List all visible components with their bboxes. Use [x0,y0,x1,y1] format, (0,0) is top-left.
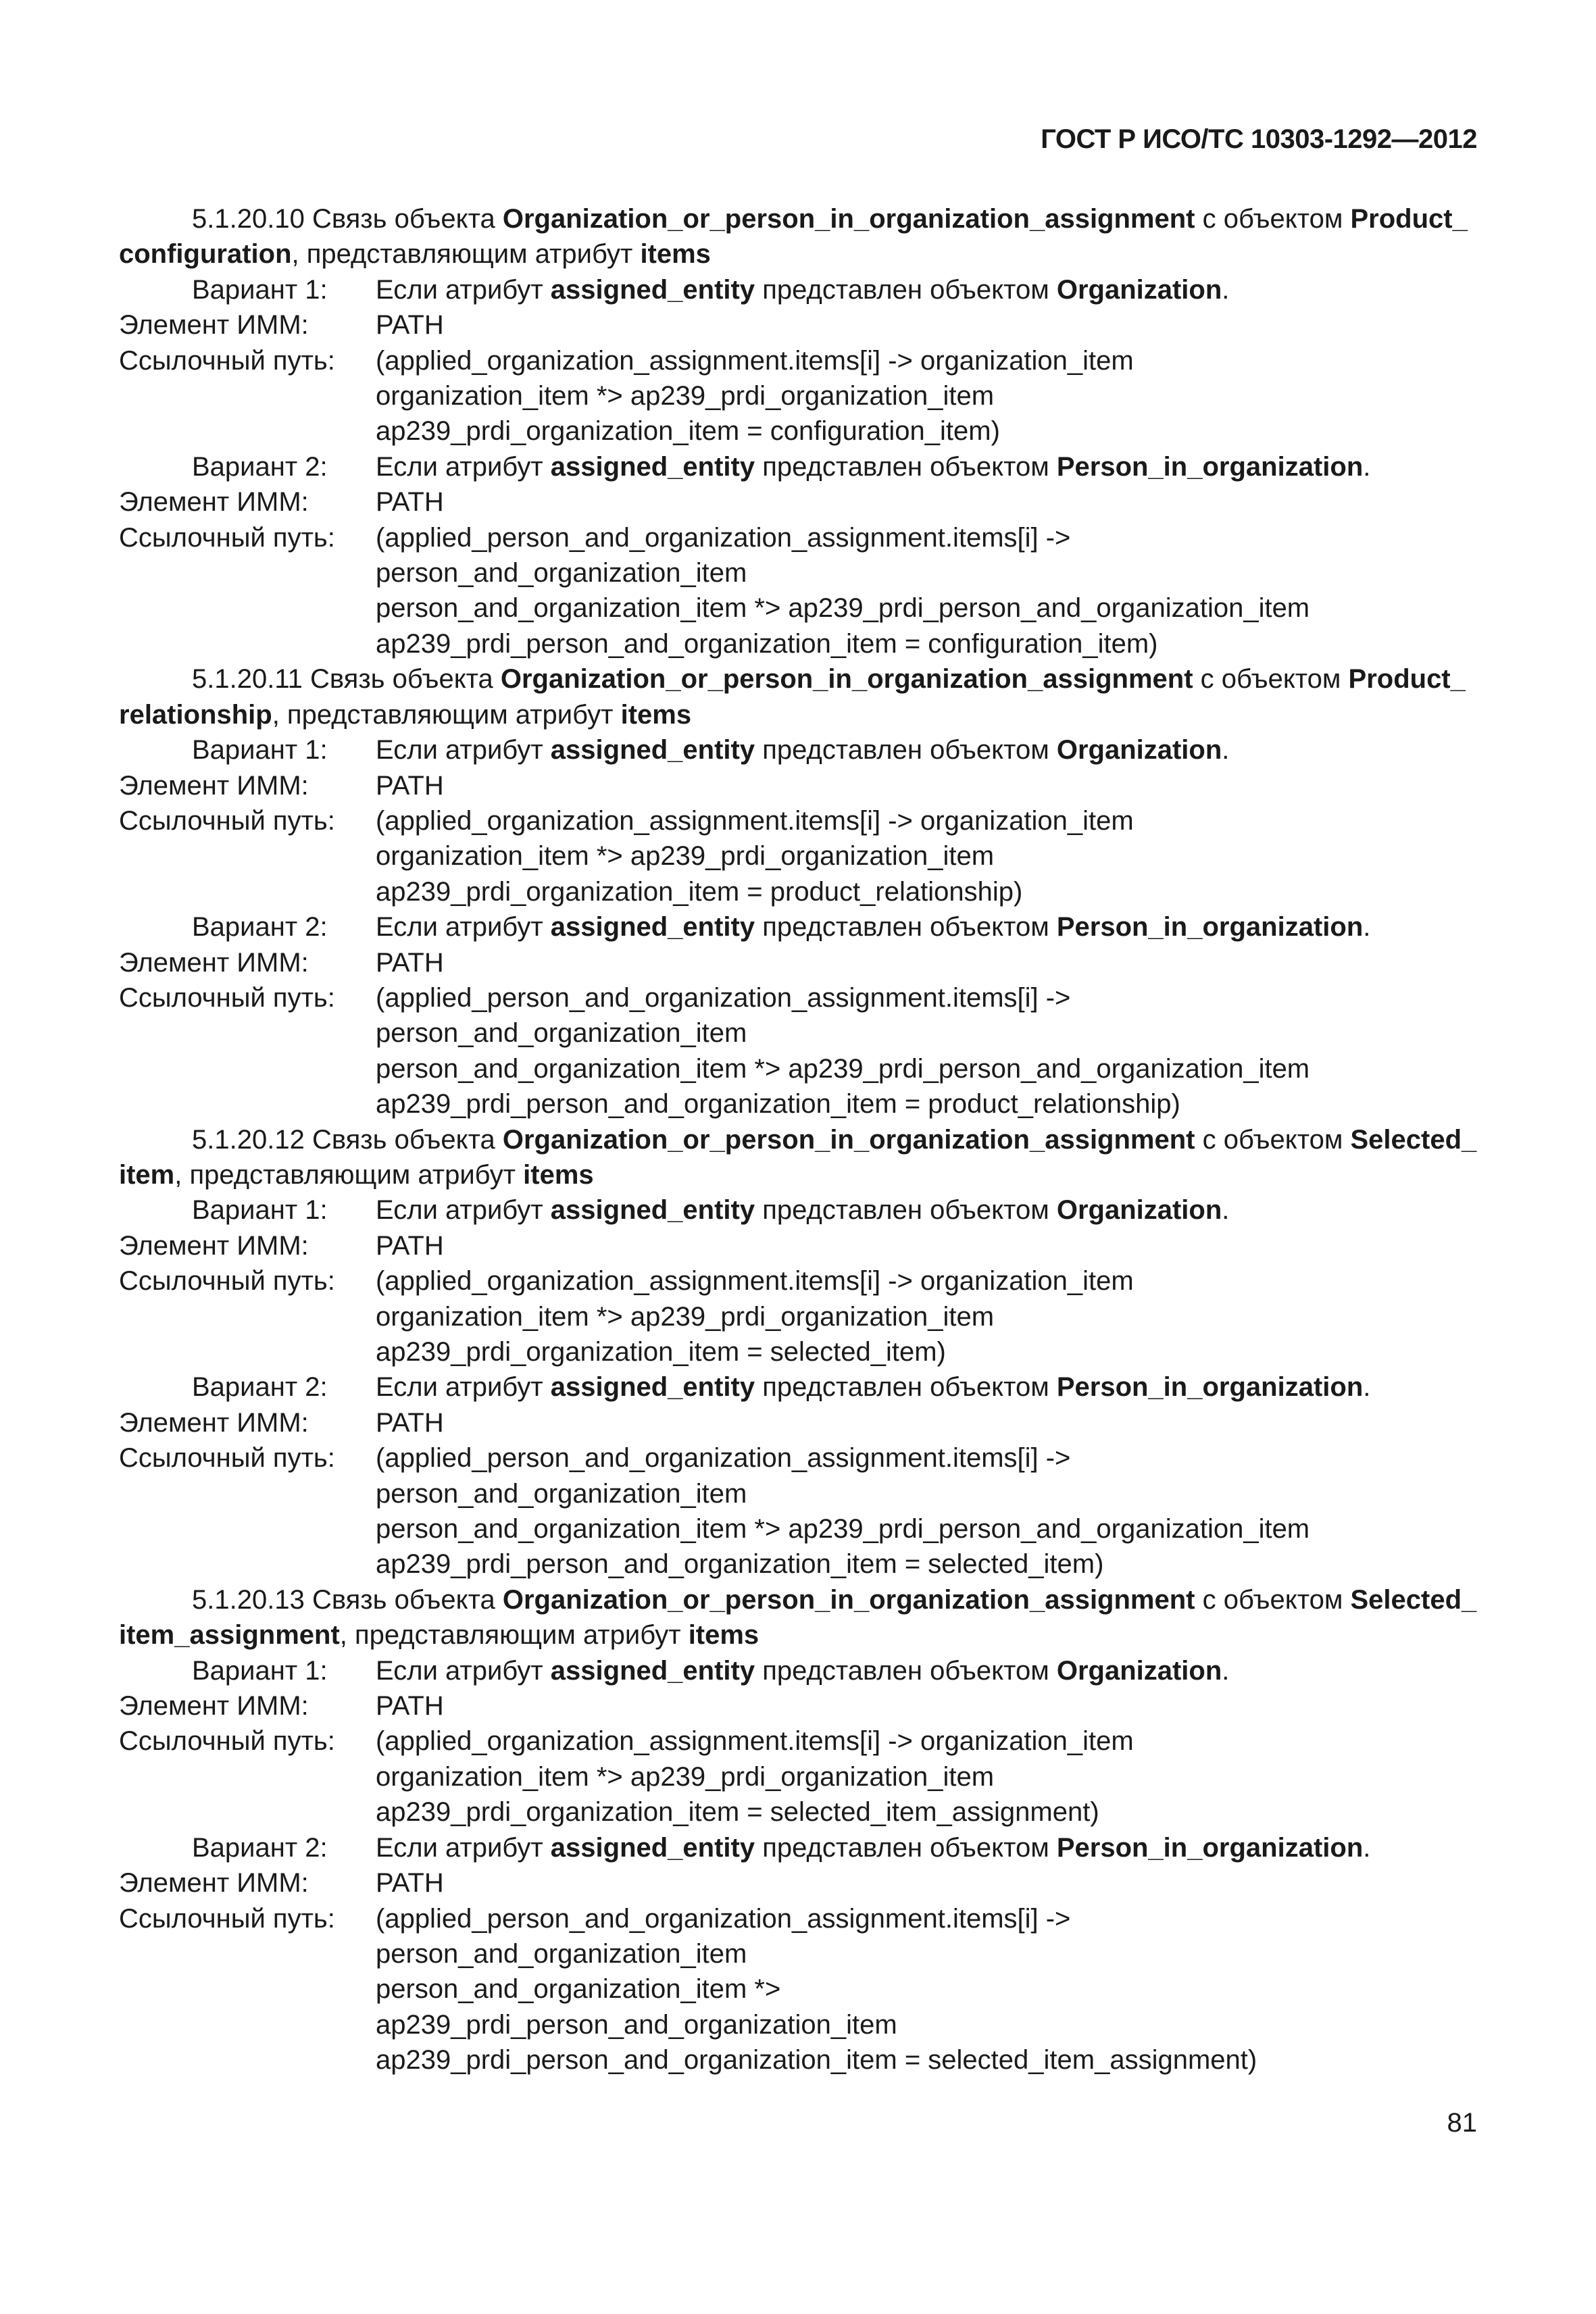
reference-path-label: Ссылочный путь: [119,522,335,553]
section-number: 5.1.20.12 [192,1124,305,1155]
path-line: organization_item *> ap239_prdi_organization_item [376,1761,995,1792]
element-label: Элемент ИММ: [119,1868,309,1898]
element-label: Элемент ИММ: [119,770,309,801]
variant-1-condition: Если атрибут assigned_entity представлен объектом Organization. [376,274,1230,305]
variant-2-label: Вариант 2: [192,912,328,942]
path-line: (applied_person_and_organization_assignment.items[i] -> [376,1443,1071,1474]
variant-2-label: Вариант 2: [192,1832,328,1863]
reference-path-label: Ссылочный путь: [119,1726,335,1757]
section-heading: 5.1.20.13 Связь объекта Organization_or_person_in_organization_assignment с объектом Selected_ item_assignment, представляющим атрибут items [119,1584,1477,1651]
variant-1-condition: Если атрибут assigned_entity представлен объектом Organization. [376,735,1230,765]
target-entity: Product_ relationship [119,664,1466,730]
element-value: PATH [376,310,444,341]
reference-path-value [376,1901,1477,2078]
variant-1-row [119,272,1477,307]
section-heading: 5.1.20.12 Связь объекта Organization_or_person_in_organization_assignment с объектом Selected_ item, представляющим атрибут items [119,1124,1477,1190]
path-line: person_and_organization_item *> [376,1974,781,2005]
path-line: (applied_organization_assignment.items[i] -> organization_item [376,1266,1134,1297]
variant-1-row [119,732,1477,768]
reference-path-value [376,1724,1477,1830]
entity-name: Organization_or_person_in_organization_assignment [502,1584,1195,1615]
path-line: ap239_prdi_person_and_organization_item = selected_item_assignment) [376,2045,1257,2076]
path-line: person_and_organization_item *> ap239_prdi_person_and_organization_item [376,1053,1310,1084]
path-line: ap239_prdi_person_and_organization_item = configuration_item) [376,628,1158,659]
reference-path-row [119,1263,1477,1369]
path-line: person_and_organization_item [376,558,747,588]
path-line: person_and_organization_item *> ap239_prdi_person_and_organization_item [376,1514,1310,1544]
reference-path-value [376,520,1477,662]
element-value: PATH [376,947,444,978]
attribute-name: items [688,1620,759,1651]
variant-2-row [119,1830,1477,1865]
variant-1-label: Вариант 1: [192,274,328,305]
variant-1-label: Вариант 1: [192,1195,328,1226]
variant-1-label: Вариант 1: [192,735,328,765]
element-label: Элемент ИММ: [119,487,309,518]
element-label: Элемент ИММ: [119,1230,309,1261]
path-line: person_and_organization_item [376,1018,747,1049]
variant-2-condition: Если атрибут assigned_entity представлен объектом Person_in_organization. [376,912,1371,942]
attribute-name: items [523,1159,594,1190]
page-header: ГОСТ Р ИСО/ТС 10303-1292—2012 [1041,124,1477,154]
variant-1-condition: Если атрибут assigned_entity представлен объектом Organization. [376,1655,1230,1686]
reference-path-value [376,1440,1477,1582]
element-row [119,1405,1477,1440]
element-label: Элемент ИММ: [119,947,309,978]
path-line: person_and_organization_item *> ap239_prdi_person_and_organization_item [376,593,1310,624]
element-row [119,1688,1477,1724]
section [119,661,1477,1122]
path-line: ap239_prdi_person_and_organization_item = selected_item) [376,1549,1104,1580]
path-line: ap239_prdi_person_and_organization_item [376,2009,897,2040]
reference-path-value [376,343,1477,449]
reference-path-row [119,803,1477,909]
target-entity: Product_ configuration [119,204,1468,270]
path-line: person_and_organization_item [376,1938,747,1969]
element-label: Элемент ИММ: [119,310,309,341]
reference-path-row [119,1724,1477,1830]
variant-2-label: Вариант 2: [192,451,328,482]
element-row [119,1228,1477,1263]
element-row [119,484,1477,520]
reference-path-label: Ссылочный путь: [119,1266,335,1297]
target-entity: Selected_ item [119,1124,1477,1190]
variant-2-label: Вариант 2: [192,1372,328,1403]
section [119,201,1477,661]
element-label: Элемент ИММ: [119,1691,309,1721]
reference-path-label: Ссылочный путь: [119,1443,335,1474]
document-body [119,201,1477,2078]
path-line: organization_item *> ap239_prdi_organization_item [376,1301,995,1332]
reference-path-value [376,803,1477,909]
element-row [119,307,1477,343]
path-line: organization_item *> ap239_prdi_organization_item [376,841,995,872]
variant-1-row [119,1653,1477,1688]
variant-1-label: Вариант 1: [192,1655,328,1686]
element-value: PATH [376,770,444,801]
entity-name: Organization_or_person_in_organization_assignment [500,664,1193,695]
section-number: 5.1.20.11 [192,664,303,695]
reference-path-row [119,520,1477,662]
reference-path-label: Ссылочный путь: [119,1903,335,1934]
reference-path-label: Ссылочный путь: [119,345,335,376]
element-value: PATH [376,487,444,518]
element-label: Элемент ИММ: [119,1407,309,1438]
target-entity: Selected_ item_assignment [119,1584,1477,1651]
reference-path-value [376,980,1477,1122]
entity-name: Organization_or_person_in_organization_assignment [502,1124,1195,1155]
path-line: (applied_organization_assignment.items[i] -> organization_item [376,1726,1134,1757]
page-number: 81 [1447,2108,1477,2138]
variant-2-row [119,449,1477,484]
variant-2-row [119,909,1477,945]
path-line: ap239_prdi_organization_item = product_relationship) [376,876,1023,907]
path-line: (applied_person_and_organization_assignment.items[i] -> [376,1903,1071,1934]
variant-2-condition: Если атрибут assigned_entity представлен объектом Person_in_organization. [376,1832,1371,1863]
reference-path-row [119,343,1477,449]
path-line: ap239_prdi_organization_item = selected_item_assignment) [376,1797,1099,1828]
reference-path-row [119,1440,1477,1582]
element-value: PATH [376,1691,444,1721]
reference-path-row [119,1901,1477,2078]
reference-path-label: Ссылочный путь: [119,982,335,1013]
path-line: (applied_person_and_organization_assignment.items[i] -> [376,982,1071,1013]
path-line: (applied_person_and_organization_assignment.items[i] -> [376,522,1071,553]
element-row [119,1865,1477,1901]
section-number: 5.1.20.13 [192,1584,305,1615]
variant-2-condition: Если атрибут assigned_entity представлен объектом Person_in_organization. [376,451,1371,482]
path-line: organization_item *> ap239_prdi_organization_item [376,381,995,411]
attribute-name: items [620,699,692,730]
reference-path-label: Ссылочный путь: [119,805,335,836]
section [119,1582,1477,2078]
attribute-name: items [640,239,711,270]
variant-2-row [119,1369,1477,1405]
path-line: ap239_prdi_organization_item = selected_item) [376,1337,946,1367]
variant-1-row [119,1192,1477,1228]
path-line: ap239_prdi_organization_item = configuration_item) [376,416,1000,447]
section-heading: 5.1.20.11 Связь объекта Organization_or_person_in_organization_assignment с объектом Product_ relationship, представляющим атрибут items [119,664,1466,730]
element-row [119,945,1477,980]
reference-path-row [119,980,1477,1122]
variant-2-condition: Если атрибут assigned_entity представлен объектом Person_in_organization. [376,1372,1371,1403]
element-row [119,768,1477,803]
element-value: PATH [376,1407,444,1438]
section-number: 5.1.20.10 [192,204,305,234]
section [119,1122,1477,1582]
path-line: person_and_organization_item [376,1478,747,1509]
path-line: (applied_organization_assignment.items[i] -> organization_item [376,805,1134,836]
variant-1-condition: Если атрибут assigned_entity представлен объектом Organization. [376,1195,1230,1226]
path-line: ap239_prdi_person_and_organization_item = product_relationship) [376,1089,1180,1120]
reference-path-value [376,1263,1477,1369]
entity-name: Organization_or_person_in_organization_assignment [502,204,1195,234]
path-line: (applied_organization_assignment.items[i] -> organization_item [376,345,1134,376]
section-heading: 5.1.20.10 Связь объекта Organization_or_person_in_organization_assignment с объектом Product_ configuration, представляющим атрибут items [119,204,1468,270]
element-value: PATH [376,1868,444,1898]
element-value: PATH [376,1230,444,1261]
